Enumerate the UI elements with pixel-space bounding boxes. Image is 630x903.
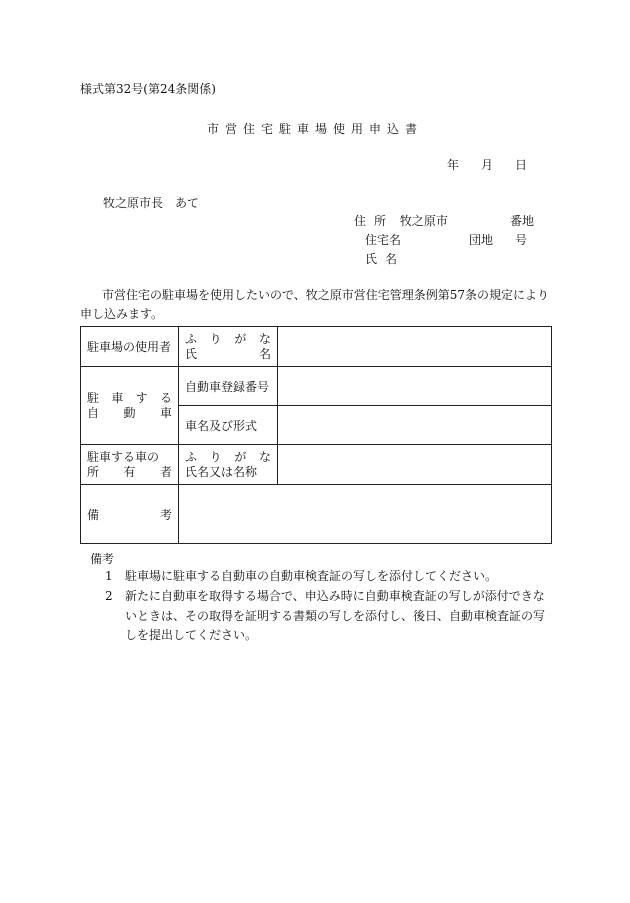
user-name-field[interactable] bbox=[278, 327, 552, 367]
owner-name-field[interactable] bbox=[278, 445, 552, 485]
vehicle-header bbox=[81, 367, 179, 445]
label-char: す bbox=[135, 390, 148, 405]
owner-name-label bbox=[179, 445, 278, 485]
applicant-residence-row bbox=[365, 231, 528, 248]
note-text: 駐車場に駐車する自動車の自動車検査証の写しを添付してください。 bbox=[125, 569, 498, 583]
label-char: る bbox=[159, 390, 172, 405]
label-char: 備 bbox=[87, 507, 100, 522]
note-item bbox=[105, 567, 550, 587]
label-char: が bbox=[234, 449, 247, 464]
label-char: 考 bbox=[159, 507, 172, 522]
label-char: 名 bbox=[258, 346, 271, 361]
document-title: 市営住宅駐車場使用申込書 bbox=[206, 122, 423, 136]
residence-danchi: 団地 bbox=[469, 233, 494, 247]
residence-label: 住宅名 bbox=[365, 233, 402, 247]
owner-header-top: 駐車する車の bbox=[87, 449, 160, 464]
date-month: 月 bbox=[480, 158, 493, 172]
label-char: 有 bbox=[123, 464, 136, 479]
residence-go: 号 bbox=[515, 233, 528, 247]
owner-header bbox=[81, 445, 179, 485]
body-text: 市営住宅の駐車場を使用したいので、牧之原市営住宅管理条例第57条の規定により申し込みます。 bbox=[80, 288, 550, 321]
address-label: 住所 bbox=[354, 214, 395, 228]
address-banchi: 番地 bbox=[510, 214, 535, 228]
addressee: 牧之原市長 あて bbox=[103, 196, 200, 210]
remarks-field[interactable] bbox=[179, 485, 552, 544]
furigana-name-label bbox=[179, 327, 278, 367]
label-char: 車 bbox=[159, 405, 172, 420]
notes-title: 備考 bbox=[90, 552, 115, 566]
note-text: 新たに自動車を取得する場合で、申込み時に自動車検査証の写しが添付できないときは、その取得を証明する書類の写しを添付し、後日、自動車検査証の写しを提出してください。 bbox=[125, 589, 546, 642]
label-char: 動 bbox=[123, 405, 136, 420]
table-row bbox=[81, 445, 552, 485]
form-number: 様式第32号(第24条関係) bbox=[80, 82, 216, 96]
table-row bbox=[81, 485, 552, 544]
note-item bbox=[105, 587, 550, 646]
label-char: 駐 bbox=[87, 390, 100, 405]
label-char: 者 bbox=[159, 464, 172, 479]
note-number: 2 bbox=[105, 589, 113, 603]
applicant-name-label: 氏名 bbox=[365, 252, 406, 266]
user-header: 駐車場の使用者 bbox=[81, 327, 179, 367]
label-char: り bbox=[209, 449, 222, 464]
label-char: が bbox=[234, 331, 247, 346]
label-char: な bbox=[258, 449, 271, 464]
note-number: 1 bbox=[105, 569, 113, 583]
label-char: ふ bbox=[185, 331, 198, 346]
label-char: な bbox=[258, 331, 271, 346]
application-table bbox=[80, 326, 552, 544]
label-char: り bbox=[209, 331, 222, 346]
address-city: 牧之原市 bbox=[399, 214, 448, 228]
reg-number-field[interactable] bbox=[278, 367, 552, 406]
reg-number-label: 自動車登録番号 bbox=[179, 367, 278, 406]
table-row bbox=[81, 367, 552, 406]
label-char: ふ bbox=[185, 449, 198, 464]
owner-name-text: 氏名又は名称 bbox=[185, 464, 258, 479]
label-char: 氏 bbox=[185, 346, 198, 361]
car-model-field[interactable] bbox=[278, 406, 552, 445]
label-char: 所 bbox=[87, 464, 100, 479]
date-day: 日 bbox=[514, 158, 527, 172]
remarks-header bbox=[81, 485, 179, 544]
date-line bbox=[447, 156, 527, 173]
label-char: 車 bbox=[111, 390, 124, 405]
car-model-label: 車名及び形式 bbox=[179, 406, 278, 445]
applicant-address-row bbox=[354, 212, 535, 229]
table-row bbox=[81, 327, 552, 367]
label-char: 自 bbox=[87, 405, 100, 420]
date-year: 年 bbox=[447, 158, 460, 172]
